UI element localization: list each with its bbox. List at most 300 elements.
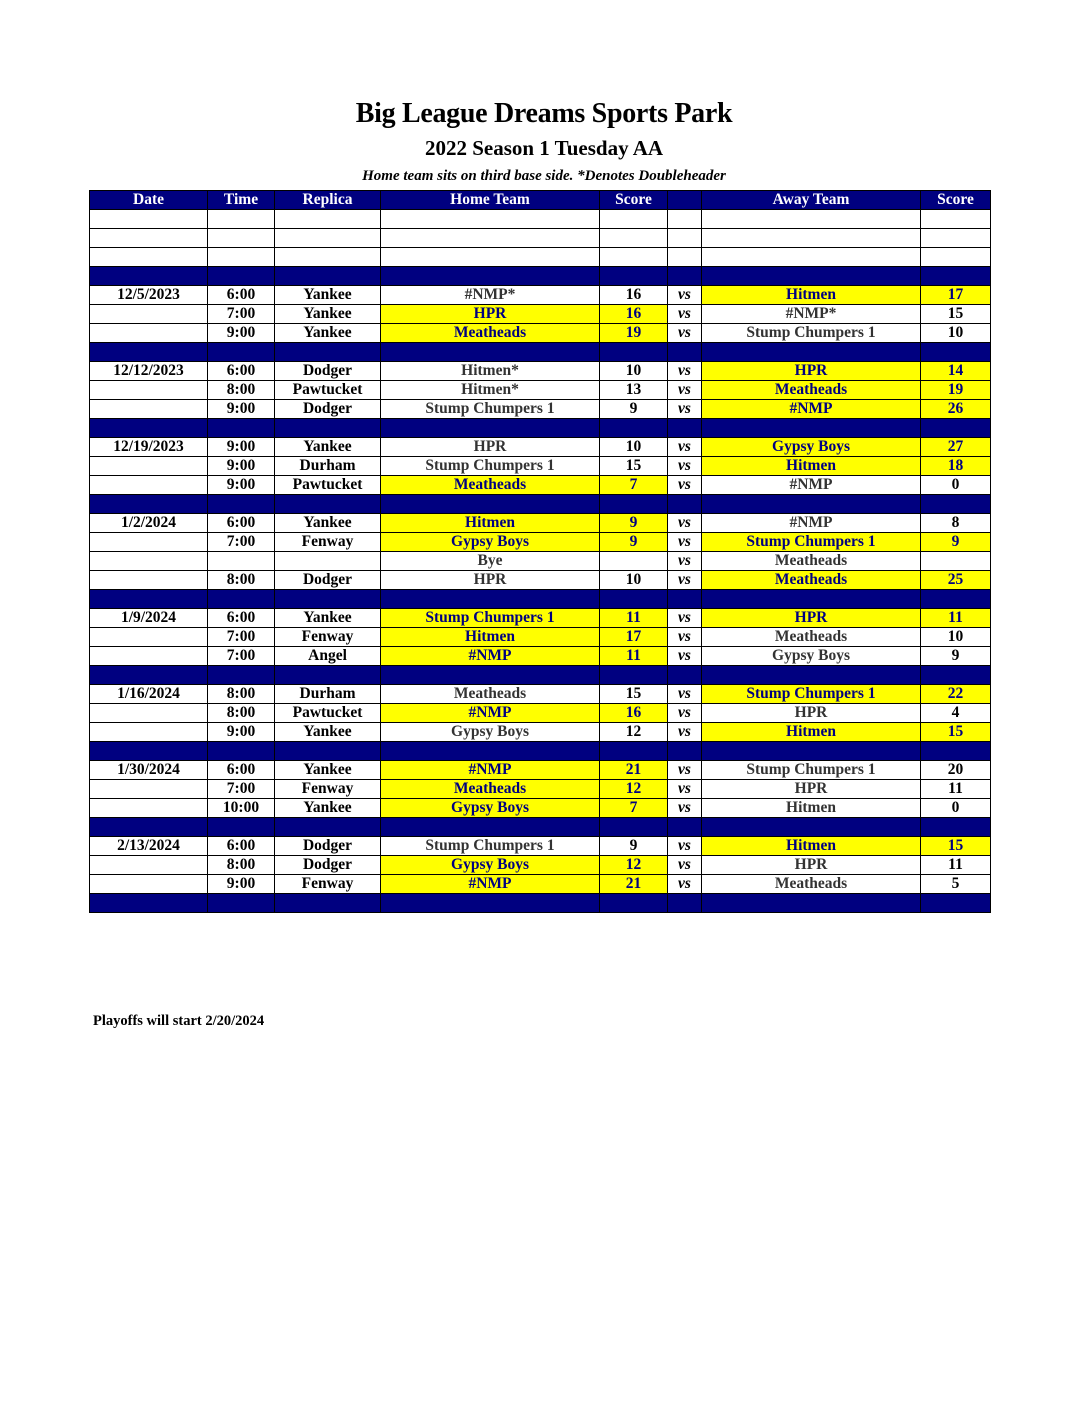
home-team-cell: Gypsy Boys: [381, 856, 600, 875]
time-cell: 6:00: [208, 362, 275, 381]
empty-cell: [600, 267, 668, 286]
home-score-cell: 16: [600, 704, 668, 723]
away-team-cell: Meatheads: [702, 875, 921, 894]
away-score-cell: 22: [921, 685, 991, 704]
empty-cell: [275, 666, 381, 685]
date-cell: [90, 476, 208, 495]
home-team-cell: #NMP: [381, 875, 600, 894]
vs-cell: vs: [668, 324, 702, 343]
empty-cell: [381, 818, 600, 837]
empty-cell: [702, 818, 921, 837]
game-row: [90, 780, 991, 799]
empty-cell: [600, 894, 668, 913]
vs-cell: vs: [668, 438, 702, 457]
empty-cell: [381, 210, 600, 229]
empty-cell: [90, 818, 208, 837]
empty-cell: [381, 894, 600, 913]
date-cell: [90, 875, 208, 894]
vs-cell: vs: [668, 799, 702, 818]
away-score-cell: 15: [921, 305, 991, 324]
empty-cell: [600, 229, 668, 248]
away-team-cell: HPR: [702, 780, 921, 799]
replica-cell: Pawtucket: [275, 381, 381, 400]
away-team-cell: #NMP*: [702, 305, 921, 324]
empty-cell: [600, 419, 668, 438]
empty-cell: [90, 495, 208, 514]
game-row: [90, 533, 991, 552]
empty-cell: [668, 248, 702, 267]
empty-cell: [381, 267, 600, 286]
col-header-away-score: Score: [921, 191, 991, 210]
footer-note: Playoffs will start 2/20/2024: [93, 1013, 265, 1029]
date-cell: 1/30/2024: [90, 761, 208, 780]
replica-cell: Yankee: [275, 799, 381, 818]
empty-cell: [600, 590, 668, 609]
home-score-cell: 10: [600, 362, 668, 381]
vs-cell: vs: [668, 875, 702, 894]
date-cell: [90, 305, 208, 324]
replica-cell: [275, 552, 381, 571]
time-cell: 9:00: [208, 875, 275, 894]
game-row: [90, 837, 991, 856]
game-row: [90, 438, 991, 457]
empty-cell: [208, 419, 275, 438]
empty-cell: [921, 210, 991, 229]
replica-cell: Fenway: [275, 875, 381, 894]
empty-cell: [208, 666, 275, 685]
vs-cell: vs: [668, 286, 702, 305]
game-row: [90, 628, 991, 647]
time-cell: 8:00: [208, 856, 275, 875]
separator-row: [90, 590, 991, 609]
empty-cell: [702, 343, 921, 362]
empty-cell: [921, 742, 991, 761]
time-cell: 8:00: [208, 571, 275, 590]
home-score-cell: 9: [600, 837, 668, 856]
replica-cell: Pawtucket: [275, 704, 381, 723]
away-team-cell: Meatheads: [702, 552, 921, 571]
empty-cell: [702, 666, 921, 685]
vs-cell: vs: [668, 628, 702, 647]
home-team-cell: Hitmen: [381, 514, 600, 533]
vs-cell: vs: [668, 647, 702, 666]
separator-row: [90, 495, 991, 514]
empty-cell: [275, 495, 381, 514]
home-team-cell: Meatheads: [381, 476, 600, 495]
home-team-cell: Hitmen*: [381, 362, 600, 381]
replica-cell: Dodger: [275, 362, 381, 381]
empty-cell: [90, 742, 208, 761]
vs-cell: vs: [668, 609, 702, 628]
home-team-cell: Meatheads: [381, 685, 600, 704]
time-cell: 8:00: [208, 704, 275, 723]
empty-cell: [600, 248, 668, 267]
game-row: [90, 476, 991, 495]
empty-cell: [668, 742, 702, 761]
col-header-date: Date: [90, 191, 208, 210]
empty-cell: [208, 267, 275, 286]
home-score-cell: 12: [600, 780, 668, 799]
col-header-replica: Replica: [275, 191, 381, 210]
game-row: [90, 875, 991, 894]
home-score-cell: 21: [600, 761, 668, 780]
replica-cell: Dodger: [275, 571, 381, 590]
schedule-body: [90, 210, 991, 913]
away-score-cell: 19: [921, 381, 991, 400]
away-team-cell: Meatheads: [702, 381, 921, 400]
home-score-cell: 10: [600, 438, 668, 457]
empty-cell: [668, 495, 702, 514]
empty-cell: [381, 229, 600, 248]
replica-cell: Yankee: [275, 305, 381, 324]
game-row: [90, 381, 991, 400]
separator-row: [90, 267, 991, 286]
empty-cell: [90, 894, 208, 913]
home-score-cell: 7: [600, 799, 668, 818]
away-team-cell: HPR: [702, 609, 921, 628]
empty-cell: [921, 419, 991, 438]
empty-cell: [702, 419, 921, 438]
date-cell: 1/9/2024: [90, 609, 208, 628]
time-cell: 7:00: [208, 647, 275, 666]
date-cell: 12/19/2023: [90, 438, 208, 457]
empty-cell: [275, 894, 381, 913]
game-row: [90, 400, 991, 419]
empty-cell: [381, 590, 600, 609]
empty-cell: [702, 248, 921, 267]
away-score-cell: 9: [921, 647, 991, 666]
empty-cell: [381, 495, 600, 514]
game-row: [90, 514, 991, 533]
empty-cell: [90, 666, 208, 685]
time-cell: 9:00: [208, 438, 275, 457]
empty-cell: [275, 267, 381, 286]
home-score-cell: 7: [600, 476, 668, 495]
empty-cell: [668, 590, 702, 609]
separator-row: [90, 666, 991, 685]
home-team-cell: #NMP: [381, 647, 600, 666]
empty-cell: [90, 229, 208, 248]
date-cell: [90, 571, 208, 590]
home-score-cell: 12: [600, 723, 668, 742]
empty-cell: [208, 248, 275, 267]
empty-cell: [275, 248, 381, 267]
home-team-cell: Stump Chumpers 1: [381, 400, 600, 419]
empty-cell: [275, 419, 381, 438]
away-team-cell: #NMP: [702, 476, 921, 495]
away-team-cell: Stump Chumpers 1: [702, 533, 921, 552]
away-score-cell: 8: [921, 514, 991, 533]
empty-cell: [921, 894, 991, 913]
replica-cell: Fenway: [275, 533, 381, 552]
game-row: [90, 647, 991, 666]
vs-cell: vs: [668, 400, 702, 419]
home-team-cell: Hitmen: [381, 628, 600, 647]
away-score-cell: 17: [921, 286, 991, 305]
date-cell: [90, 856, 208, 875]
game-row: [90, 457, 991, 476]
col-header-home-score: Score: [600, 191, 668, 210]
empty-cell: [702, 495, 921, 514]
empty-cell: [90, 267, 208, 286]
empty-cell: [921, 590, 991, 609]
away-score-cell: 4: [921, 704, 991, 723]
away-team-cell: Stump Chumpers 1: [702, 685, 921, 704]
home-score-cell: 9: [600, 400, 668, 419]
empty-cell: [668, 267, 702, 286]
replica-cell: Yankee: [275, 761, 381, 780]
time-cell: 9:00: [208, 723, 275, 742]
date-cell: [90, 457, 208, 476]
home-team-cell: Gypsy Boys: [381, 799, 600, 818]
away-team-cell: Hitmen: [702, 837, 921, 856]
empty-row: [90, 248, 991, 267]
date-cell: [90, 704, 208, 723]
game-row: [90, 286, 991, 305]
empty-cell: [275, 590, 381, 609]
empty-cell: [921, 666, 991, 685]
replica-cell: Yankee: [275, 514, 381, 533]
empty-cell: [921, 818, 991, 837]
empty-cell: [600, 343, 668, 362]
home-score-cell: 15: [600, 457, 668, 476]
empty-cell: [600, 210, 668, 229]
home-team-cell: Gypsy Boys: [381, 533, 600, 552]
col-header-vs: [668, 191, 702, 210]
empty-cell: [668, 210, 702, 229]
empty-row: [90, 229, 991, 248]
empty-cell: [275, 742, 381, 761]
replica-cell: Durham: [275, 685, 381, 704]
date-cell: [90, 533, 208, 552]
home-score-cell: 9: [600, 533, 668, 552]
time-cell: 7:00: [208, 305, 275, 324]
schedule-table: [89, 190, 991, 913]
date-cell: [90, 628, 208, 647]
empty-cell: [90, 419, 208, 438]
page-title: Big League Dreams Sports Park: [355, 98, 733, 129]
time-cell: [208, 552, 275, 571]
vs-cell: vs: [668, 533, 702, 552]
home-score-cell: 11: [600, 609, 668, 628]
empty-cell: [208, 229, 275, 248]
empty-cell: [668, 343, 702, 362]
time-cell: 6:00: [208, 514, 275, 533]
empty-cell: [275, 343, 381, 362]
empty-cell: [702, 590, 921, 609]
empty-cell: [702, 210, 921, 229]
vs-cell: vs: [668, 723, 702, 742]
away-score-cell: 11: [921, 780, 991, 799]
home-team-cell: #NMP: [381, 761, 600, 780]
away-score-cell: 20: [921, 761, 991, 780]
home-team-cell: Stump Chumpers 1: [381, 457, 600, 476]
empty-cell: [668, 894, 702, 913]
away-team-cell: Hitmen: [702, 457, 921, 476]
away-team-cell: Gypsy Boys: [702, 647, 921, 666]
time-cell: 8:00: [208, 685, 275, 704]
replica-cell: Yankee: [275, 438, 381, 457]
time-cell: 7:00: [208, 628, 275, 647]
away-score-cell: 15: [921, 723, 991, 742]
empty-cell: [921, 248, 991, 267]
away-team-cell: Hitmen: [702, 286, 921, 305]
away-team-cell: Hitmen: [702, 799, 921, 818]
game-row: [90, 305, 991, 324]
away-score-cell: 5: [921, 875, 991, 894]
separator-row: [90, 818, 991, 837]
vs-cell: vs: [668, 381, 702, 400]
empty-cell: [275, 229, 381, 248]
away-team-cell: Hitmen: [702, 723, 921, 742]
away-score-cell: 10: [921, 324, 991, 343]
time-cell: 9:00: [208, 324, 275, 343]
empty-cell: [668, 666, 702, 685]
time-cell: 7:00: [208, 533, 275, 552]
home-team-cell: Stump Chumpers 1: [381, 837, 600, 856]
empty-cell: [600, 818, 668, 837]
time-cell: 6:00: [208, 609, 275, 628]
home-team-cell: Meatheads: [381, 780, 600, 799]
empty-cell: [921, 343, 991, 362]
game-row: [90, 571, 991, 590]
time-cell: 9:00: [208, 476, 275, 495]
home-score-cell: 16: [600, 286, 668, 305]
away-score-cell: 18: [921, 457, 991, 476]
away-score-cell: 9: [921, 533, 991, 552]
date-cell: [90, 324, 208, 343]
empty-cell: [381, 419, 600, 438]
vs-cell: vs: [668, 761, 702, 780]
away-team-cell: #NMP: [702, 514, 921, 533]
empty-cell: [702, 229, 921, 248]
empty-cell: [208, 818, 275, 837]
away-team-cell: Gypsy Boys: [702, 438, 921, 457]
empty-cell: [921, 495, 991, 514]
home-score-cell: [600, 552, 668, 571]
away-team-cell: Stump Chumpers 1: [702, 761, 921, 780]
header-note: Home team sits on third base side. *Denotes Doubleheader: [362, 168, 726, 184]
away-score-cell: 25: [921, 571, 991, 590]
away-team-cell: HPR: [702, 362, 921, 381]
separator-row: [90, 419, 991, 438]
home-score-cell: 17: [600, 628, 668, 647]
separator-row: [90, 343, 991, 362]
game-row: [90, 552, 991, 571]
home-team-cell: Gypsy Boys: [381, 723, 600, 742]
empty-cell: [600, 742, 668, 761]
away-score-cell: 26: [921, 400, 991, 419]
date-cell: [90, 723, 208, 742]
away-score-cell: 11: [921, 609, 991, 628]
empty-cell: [921, 229, 991, 248]
away-score-cell: 11: [921, 856, 991, 875]
time-cell: 8:00: [208, 381, 275, 400]
empty-cell: [381, 666, 600, 685]
away-score-cell: 0: [921, 799, 991, 818]
away-score-cell: [921, 552, 991, 571]
game-row: [90, 799, 991, 818]
empty-cell: [208, 495, 275, 514]
separator-row: [90, 894, 991, 913]
date-cell: [90, 400, 208, 419]
home-score-cell: 11: [600, 647, 668, 666]
empty-cell: [90, 210, 208, 229]
replica-cell: Yankee: [275, 286, 381, 305]
empty-row: [90, 210, 991, 229]
home-score-cell: 12: [600, 856, 668, 875]
date-cell: [90, 381, 208, 400]
vs-cell: vs: [668, 704, 702, 723]
away-score-cell: 0: [921, 476, 991, 495]
date-cell: [90, 552, 208, 571]
game-row: [90, 761, 991, 780]
home-score-cell: 21: [600, 875, 668, 894]
vs-cell: vs: [668, 305, 702, 324]
game-row: [90, 723, 991, 742]
replica-cell: Fenway: [275, 780, 381, 799]
date-cell: 2/13/2024: [90, 837, 208, 856]
date-cell: [90, 647, 208, 666]
away-score-cell: 27: [921, 438, 991, 457]
empty-cell: [90, 343, 208, 362]
home-score-cell: 16: [600, 305, 668, 324]
away-score-cell: 14: [921, 362, 991, 381]
away-team-cell: #NMP: [702, 400, 921, 419]
home-score-cell: 15: [600, 685, 668, 704]
replica-cell: Yankee: [275, 723, 381, 742]
vs-cell: vs: [668, 571, 702, 590]
date-cell: 1/2/2024: [90, 514, 208, 533]
time-cell: 6:00: [208, 761, 275, 780]
home-team-cell: HPR: [381, 571, 600, 590]
empty-cell: [90, 248, 208, 267]
replica-cell: Fenway: [275, 628, 381, 647]
home-team-cell: #NMP: [381, 704, 600, 723]
empty-cell: [275, 210, 381, 229]
time-cell: 9:00: [208, 457, 275, 476]
replica-cell: Angel: [275, 647, 381, 666]
away-team-cell: HPR: [702, 856, 921, 875]
vs-cell: vs: [668, 685, 702, 704]
time-cell: 7:00: [208, 780, 275, 799]
home-team-cell: HPR: [381, 438, 600, 457]
time-cell: 6:00: [208, 286, 275, 305]
game-row: [90, 609, 991, 628]
away-team-cell: Meatheads: [702, 628, 921, 647]
empty-cell: [702, 894, 921, 913]
away-score-cell: 15: [921, 837, 991, 856]
date-cell: [90, 799, 208, 818]
empty-cell: [600, 666, 668, 685]
header-row: [90, 191, 991, 210]
game-row: [90, 685, 991, 704]
empty-cell: [668, 818, 702, 837]
vs-cell: vs: [668, 837, 702, 856]
replica-cell: Dodger: [275, 856, 381, 875]
home-score-cell: 13: [600, 381, 668, 400]
game-row: [90, 856, 991, 875]
away-team-cell: Meatheads: [702, 571, 921, 590]
empty-cell: [921, 267, 991, 286]
empty-cell: [668, 229, 702, 248]
page-subtitle: 2022 Season 1 Tuesday AA: [424, 136, 664, 160]
separator-row: [90, 742, 991, 761]
replica-cell: Yankee: [275, 324, 381, 343]
replica-cell: Dodger: [275, 400, 381, 419]
vs-cell: vs: [668, 457, 702, 476]
empty-cell: [208, 343, 275, 362]
